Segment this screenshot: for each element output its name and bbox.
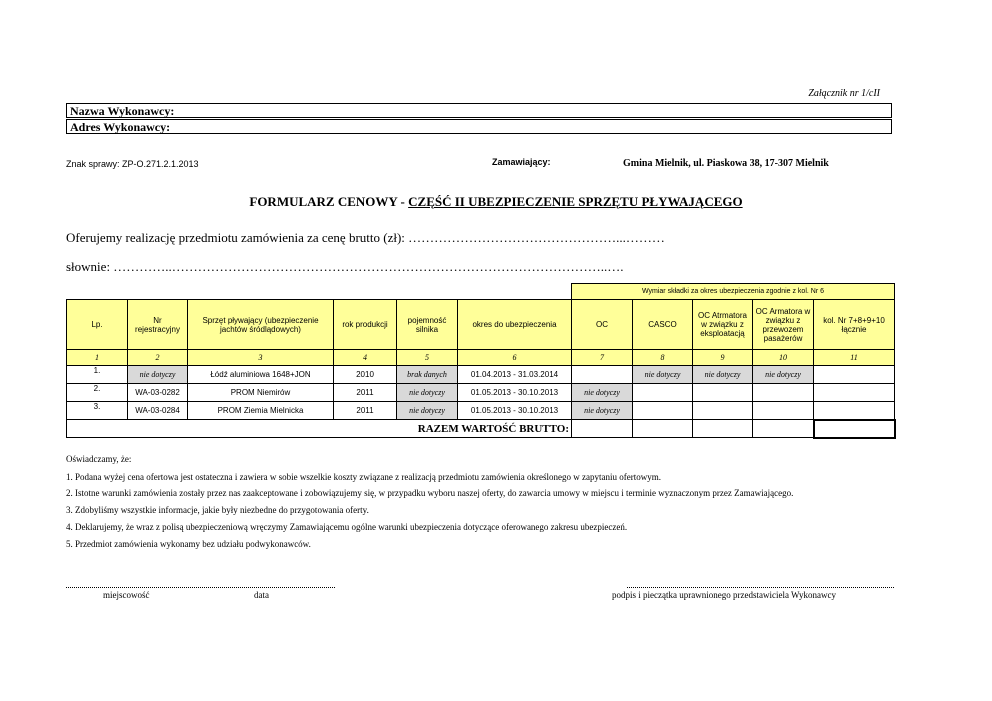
engine-cell: nie dotyczy [397, 384, 458, 402]
place-date-line[interactable] [66, 587, 335, 588]
col-header: CASCO [633, 300, 693, 350]
col-number: 1 [67, 350, 128, 366]
vessel-cell: Łódź aluminiowa 1648+JON [188, 366, 334, 384]
oc-cell: nie dotyczy [572, 402, 633, 420]
attachment-label: Załącznik nr 1/cII [808, 88, 880, 99]
vessel-cell: PROM Ziemia Mielnicka [188, 402, 334, 420]
offer-line: Oferujemy realizację przedmiotu zamówienia za cenę brutto (zł): …………………………………………...……… [66, 230, 665, 245]
col-number: 10 [753, 350, 814, 366]
declaration-item: 4. Deklarujemy, że wraz z polisą ubezpieczeniową wręczymy Zamawiającemu ogólne warunki ubezpieczenia dotyczące oferowanego zakresu ubezpieczeń. [66, 522, 628, 532]
declaration-item: 1. Podana wyżej cena ofertowa jest ostateczna i zawiera w sobie wszelkie koszty związane z realizacją przedmiotu zamówienia określonego w zapytaniu ofertowym. [66, 472, 661, 482]
oc-cell[interactable] [572, 366, 633, 384]
declaration-item: 2. Istotne warunki zamówienia zostały przez nas zaakceptowane i zobowiązujemy się, w przypadku wyboru naszej oferty, do zawarcia umowy w miejscu i terminie wyznaczonym przez Zamawiającego. [66, 488, 794, 498]
contractor-name-field[interactable] [66, 103, 892, 118]
oc-operation-cell: nie dotyczy [693, 366, 753, 384]
col-header: rok produkcji [334, 300, 397, 350]
declaration-item: 5. Przedmiot zamówienia wykonamy bez udziału podwykonawców. [66, 539, 311, 549]
contractor-address-field[interactable] [66, 119, 892, 134]
header-row [67, 300, 895, 350]
price-table [66, 283, 896, 439]
col-header: OC Atrmatora w związku z eksploatacją [693, 300, 753, 350]
grand-total[interactable] [814, 420, 895, 438]
col-number: 3 [188, 350, 334, 366]
registration-cell: WA-03-0284 [128, 402, 188, 420]
col-header: okres do ubezpieczenia [458, 300, 572, 350]
oc-transport-cell: nie dotyczy [753, 366, 814, 384]
total-cell[interactable] [814, 402, 895, 420]
year-cell: 2010 [334, 366, 397, 384]
contractor-name-label: Nazwa Wykonawcy: [70, 104, 175, 118]
table-row [67, 402, 895, 420]
total-oc-operation[interactable] [693, 420, 753, 438]
oc-transport-cell[interactable] [753, 402, 814, 420]
vessel-cell: PROM Niemirów [188, 384, 334, 402]
table-row [67, 384, 895, 402]
year-cell: 2011 [334, 384, 397, 402]
words-line: słownie: …………..………………………………………………………………………………………..…. [66, 259, 624, 274]
col-header: Nr rejestracyjny [128, 300, 188, 350]
casco-cell: nie dotyczy [633, 366, 693, 384]
title-prefix: FORMULARZ CENOWY - [249, 194, 409, 209]
col-header: OC [572, 300, 633, 350]
total-cell[interactable] [814, 384, 895, 402]
col-number: 5 [397, 350, 458, 366]
col-header: OC Armatora w związku z przewozem pasażerów [753, 300, 814, 350]
casco-cell[interactable] [633, 384, 693, 402]
col-number: 11 [814, 350, 895, 366]
col-number: 2 [128, 350, 188, 366]
ordering-value: Gmina Mielnik, ul. Piaskowa 38, 17-307 Mielnik [623, 158, 829, 169]
col-header: Lp. [67, 300, 128, 350]
casco-cell[interactable] [633, 402, 693, 420]
oc-transport-cell[interactable] [753, 384, 814, 402]
total-cell[interactable] [814, 366, 895, 384]
registration-cell: nie dotyczy [128, 366, 188, 384]
number-row [67, 350, 895, 366]
engine-cell: nie dotyczy [397, 402, 458, 420]
col-header: pojemność silnika [397, 300, 458, 350]
total-label: RAZEM WARTOŚĆ BRUTTO: [67, 420, 572, 438]
declare-intro: Oświadczamy, że: [66, 454, 132, 464]
registration-cell: WA-03-0282 [128, 384, 188, 402]
oc-operation-cell[interactable] [693, 402, 753, 420]
col-number: 6 [458, 350, 572, 366]
year-cell: 2011 [334, 402, 397, 420]
col-number: 8 [633, 350, 693, 366]
col-number: 9 [693, 350, 753, 366]
period-cell: 01.04.2013 - 31.03.2014 [458, 366, 572, 384]
engine-cell: brak danych [397, 366, 458, 384]
sig-right: podpis i pieczątka uprawnionego przedstawiciela Wykonawcy [612, 590, 836, 600]
sig-place: miejscowość [103, 590, 150, 600]
row-number: 2. [67, 384, 128, 402]
row-number: 1. [67, 366, 128, 384]
total-oc-transport[interactable] [753, 420, 814, 438]
case-sign: Znak sprawy: ZP-O.271.2.1.2013 [66, 159, 199, 169]
form-title [0, 194, 992, 210]
col-header: Sprzęt pływający (ubezpieczenie jachtów śródlądowych) [188, 300, 334, 350]
declaration-item: 3. Zdobyliśmy wszystkie informacje, jakie były niezbedne do przygotowania oferty. [66, 505, 369, 515]
col-number: 4 [334, 350, 397, 366]
col-header: kol. Nr 7+8+9+10 łącznie [814, 300, 895, 350]
signature-line[interactable] [627, 587, 894, 588]
oc-operation-cell[interactable] [693, 384, 753, 402]
contractor-address-label: Adres Wykonawcy: [70, 120, 171, 134]
period-cell: 01.05.2013 - 30.10.2013 [458, 402, 572, 420]
period-cell: 01.05.2013 - 30.10.2013 [458, 384, 572, 402]
col-number: 7 [572, 350, 633, 366]
total-row [67, 420, 895, 438]
total-casco[interactable] [633, 420, 693, 438]
sig-date: data [254, 590, 269, 600]
row-number: 3. [67, 402, 128, 420]
ordering-label: Zamawiający: [492, 157, 551, 167]
table-row [67, 366, 895, 384]
oc-cell: nie dotyczy [572, 384, 633, 402]
group-header: Wymiar składki za okres ubezpieczenia zgodnie z kol. Nr 6 [572, 284, 895, 300]
title-underlined: CZĘŚĆ II UBEZPIECZENIE SPRZĘTU PŁYWAJĄCEGO [408, 194, 743, 209]
total-oc[interactable] [572, 420, 633, 438]
